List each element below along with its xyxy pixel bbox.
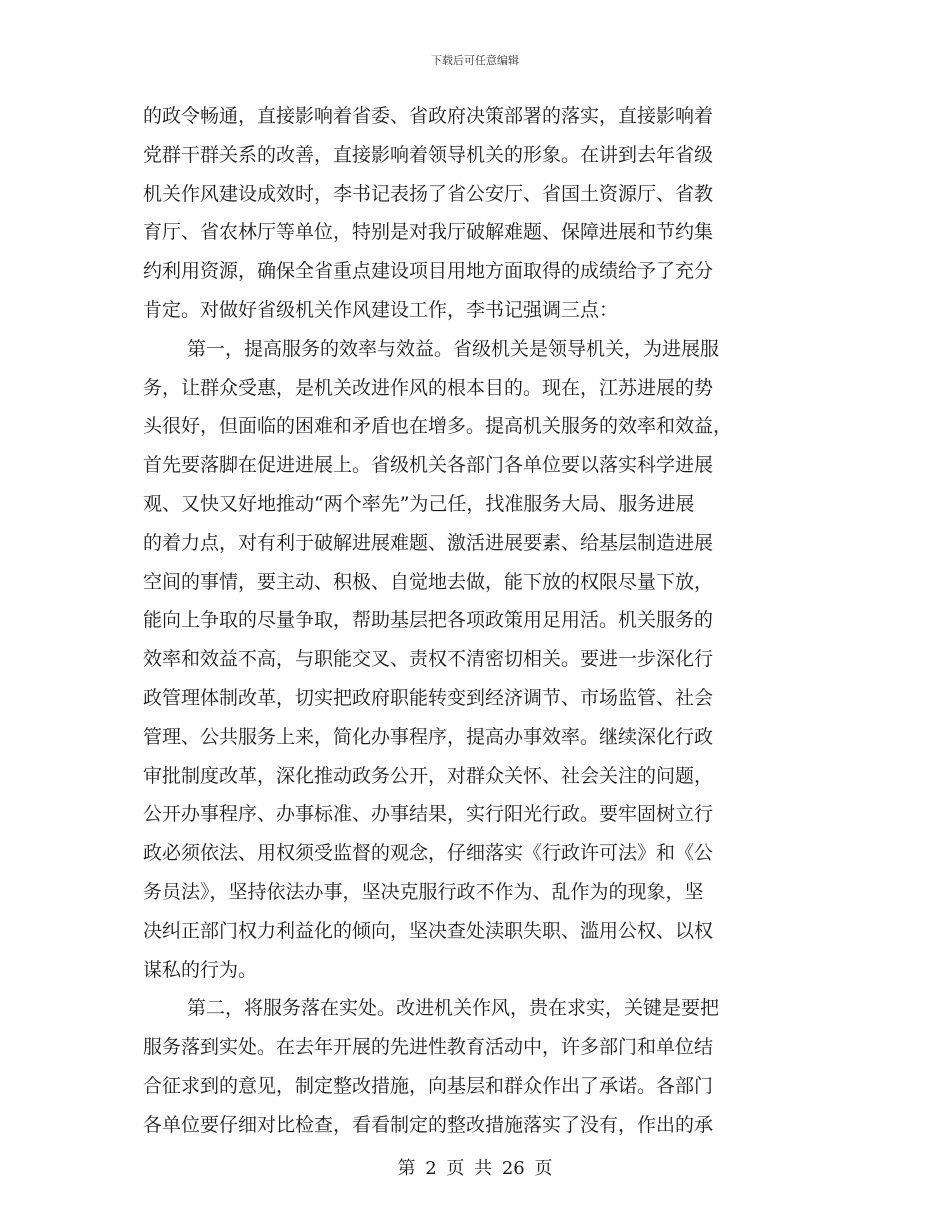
text-line: 各单位要仔细对比检查，看看制定的整改措施落实了没有，作出的承 bbox=[143, 1113, 714, 1136]
text-line: 决纠正部门权力利益化的倾向，坚决查处渎职失职、滥用公权、以权 bbox=[143, 919, 714, 942]
text-line: 政必须依法、用权须受监督的观念，仔细落实《行政许可法》和《公 bbox=[143, 842, 714, 865]
text-line: 能向上争取的尽量争取，帮助基层把各项政策用足用活。机关服务的 bbox=[143, 609, 714, 632]
text-line: 谋私的行为。 bbox=[143, 958, 258, 981]
text-line: 政管理体制改革，切实把政府职能转变到经济调节、市场监管、社会 bbox=[143, 686, 714, 709]
text-line: 党群干群关系的改善，直接影响着领导机关的形象。在讲到去年省级 bbox=[143, 143, 714, 166]
text-line: 的着力点，对有利于破解进展难题、激活进展要素、给基层制造进展 bbox=[143, 531, 714, 554]
text-line: 头很好，但面临的困难和矛盾也在增多。提高机关服务的效率和效益， bbox=[143, 415, 733, 438]
text-line: 首先要落脚在促进进展上。省级机关各部门各单位要以落实科学进展 bbox=[143, 454, 714, 477]
text-line: 审批制度改革，深化推动政务公开，对群众关怀、社会关注的问题， bbox=[143, 764, 714, 787]
text-line: 管理、公共服务上来，简化办事程序，提高办事效率。继续深化行政 bbox=[143, 725, 714, 748]
text-line: 服务落到实处。在去年开展的先进性教育活动中，许多部门和单位结 bbox=[143, 1036, 714, 1059]
text-line: 空间的事情，要主动、积极、自觉地去做，能下放的权限尽量下放， bbox=[143, 570, 714, 593]
text-line: 务员法》，坚持依法办事，坚决克服行政不作为、乱作为的现象，坚 bbox=[143, 880, 704, 903]
text-line: 观、又快又好地推动“两个率先”为己任，找准服务大局、服务进展 bbox=[143, 492, 695, 515]
document-body bbox=[143, 97, 808, 1145]
page-number-footer: 第 2 页 共 26 页 bbox=[397, 1158, 553, 1179]
text-line: 约利用资源，确保全省重点建设项目用地方面取得的成绩给予了充分 bbox=[143, 260, 714, 283]
text-line: 效率和效益不高，与职能交叉、责权不清密切相关。要进一步深化行 bbox=[143, 648, 714, 671]
text-line: 合征求到的意见，制定整改措施，向基层和群众作出了承诺。各部门 bbox=[143, 1074, 714, 1097]
text-line: 肯定。对做好省级机关作风建设工作，李书记强调三点： bbox=[143, 298, 619, 321]
page-header: 下载后可任意编辑 bbox=[431, 54, 519, 67]
text-line: 育厅、省农林厅等单位，特别是对我厅破解难题、保障进展和节约集 bbox=[143, 221, 714, 244]
text-line: 公开办事程序、办事标准、办事结果，实行阳光行政。要牢固树立行 bbox=[143, 803, 714, 826]
paragraph-start-line: 第二，将服务落在实处。改进机关作风，贵在求实，关键是要把 bbox=[187, 997, 720, 1020]
paragraph-start-line: 第一，提高服务的效率与效益。省级机关是领导机关，为进展服 bbox=[187, 337, 720, 360]
text-line: 机关作风建设成效时，李书记表扬了省公安厅、省国土资源厅、省教 bbox=[143, 182, 714, 205]
text-line: 务，让群众受惠，是机关改进作风的根本目的。现在，江苏进展的势 bbox=[143, 376, 714, 399]
text-line: 的政令畅通，直接影响着省委、省政府决策部署的落实，直接影响着 bbox=[143, 105, 714, 127]
